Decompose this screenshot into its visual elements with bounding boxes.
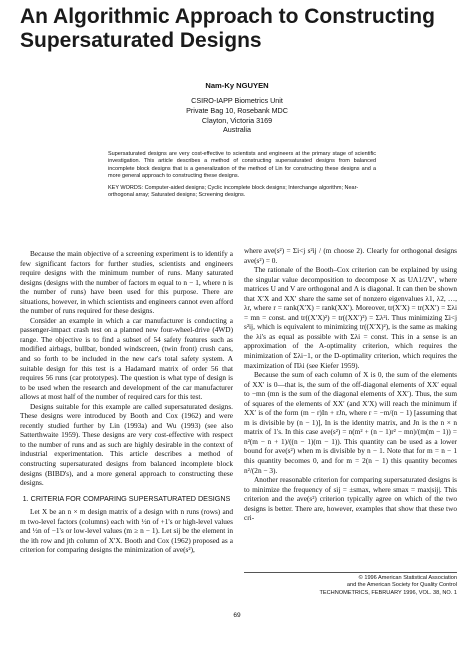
copyright-line: © 1996 American Statistical Association [358,575,457,581]
section-heading: 1. CRITERIA FOR COMPARING SUPERSATURATED DESIGNS [22,493,231,503]
right-column [244,246,457,523]
body-paragraph: Designs suitable for this example are called supersaturated designs. These designs were introduced by Booth and Cox (1962) and were recently studied further by Lin (1993a) and Wu (1993) (see also Satterthwaite 1959). These designs are very cost-effective with respect to the number of runs and as such are highly desirable in the context of industrial experimentation. This article describes a method of constructing supersaturated designs from balanced incomplete block designs (BIBD's), and a more general approach to constructing these designs. [20,401,233,488]
affiliation-line: CSIRO-IAPP Biometrics Unit [191,96,283,105]
body-paragraph: Because the main objective of a screening experiment is to identify a few significant factors for further studies, scientists and engineers require designs with the minimum number of runs. Many saturated designs (designs with the number of factors m equal to n − 1, where n is the number of runs) have been used for this purpose. There are situations, however, in which scientists and engineers cannot even afford the number of runs required for these designs. [20,249,233,316]
article-title: An Algorithmic Approach to Constructing Supersaturated Designs [20,5,435,52]
left-column [20,249,233,555]
page-number: 69 [233,612,241,619]
copyright-line: and the American Society for Quality Control [346,582,457,589]
body-paragraph: Consider an example in which a car manufacturer is conducting a passenger-impact crash test on a planned new four-wheel-drive (4WD) range. The objective is to find a subset of 54 safety features such as modified airbags, bullbar, bonded windscreen, (twin front) crush cans, and so forth to be included in the new car's total safety system. A suitable design for this test is a Hadamard matrix of order 56 that requires 56 runs (car prototypes). The question is what type of design is to be used when the research and development of the car manufacturer allows at most half of the number of required cars for this test. [20,315,233,402]
copyright-notice [244,575,457,597]
abstract: Supersaturated designs are very cost-effective to scientists and engineers at the primary stage of scientific investigation. This article describes a method of constructing supersaturated designs from balanced incomplete block designs that is a generalization of the method of Lin for constructing these designs and a more general approach to constructing these designs. [108,151,376,180]
author-name: Nam-Ky NGUYEN [205,81,269,90]
keywords-text: Computer-aided designs; Cyclic incomplete block designs; Interchange algorithm; Near-orthogonal array; Saturated designs; Screening designs. [108,185,359,199]
body-paragraph: Let X be an n × m design matrix of a design with n runs (rows) and m two-level factors (columns) each with ½n of +1's or high-level values and ½n of −1's or low-level values (m ≥ n − 1). Let sij be the element in the ith row and jth column of X′X. Booth and Cox (1962) proposed as a criterion for comparing designs the minimization of ave(s²), [20,507,233,555]
affiliation-line: Clayton, Victoria 3169 [201,115,273,125]
body-paragraph: Because the sum of each column of X is 0, the sum of the elements of XX′ is 0—that is, the sum of the off-diagonal elements of XX′ equal to −mn (mn is the sum of the diagonal elements of XX′). Thus, the sum of squares of the elements of XX′ (and X′X) will reach the minimum if XX′ is of the form (m − r)In + rJn, where r = −m/(n − 1) [assuming that m is divisible by (n − 1)], In is the identity matrix, and Jn is the n × n matrix of 1's. In this case ave(s²) = n(m² + (n − 1)r² − mn)/(m(m − 1)) = n²(m − n + 1)/((n − 1)(m − 1)). This quantity can be used as a lower bound for ave(s²) when m is divisible by n − 1. Note that for m = n − 1 this quantity becomes 0, and for m = 2(n − 1) this quantity becomes n²/(2n − 3). [244,370,457,475]
affiliation-line: Australia [223,125,251,135]
keywords-label: KEY WORDS: [108,185,144,191]
keywords-block [108,185,376,200]
body-paragraph: Another reasonable criterion for comparing supersaturated designs is to minimize the frequency of sij = ±smax, where smax = max|sij|. This criterion and the ave(s²) criterion typically agree on which of the two designs is better. There are, however, examples that show that these two cri- [244,475,457,523]
body-paragraph: where ave(s²) = Σi<j s²ij / (m choose 2). Clearly for orthogonal designs ave(s²) = 0. [244,246,457,265]
affiliation-block [0,96,474,135]
affiliation-line: Private Bag 10, Rosebank MDC [186,105,288,115]
copyright-divider [244,572,457,573]
body-paragraph: The rationale of the Booth–Cox criterion can be explained by using the singular value decomposition to decompose X as UΛ1/2V′, where matrices U and V are orthogonal and Λ is diagonal. It can then be shown that X′X and XX′ share the same set of nonzero eigenvalues λ1, λ2, …, λr, where r = rank(X′X) = rank(XX′). Moreover, tr(X′X) = tr(XX′) = Σλi = mn = const. and tr((X′X)²) = tr((XX′)²) = Σλ²i. Thus minimizing Σi<j s²ij, which is equivalent to minimizing tr((X′X)²), is the same as making the λi's as equal as possible with Σλi = const. This in a sense is an approximation of the A-optimality criterion, which requires the minimization of Σλi−1, or the D-optimality criterion, which requires the maximization of Πλi (see Kiefer 1959). [244,265,457,370]
copyright-line: TECHNOMETRICS, FEBRUARY 1996, VOL. 38, NO. 1 [319,589,457,596]
